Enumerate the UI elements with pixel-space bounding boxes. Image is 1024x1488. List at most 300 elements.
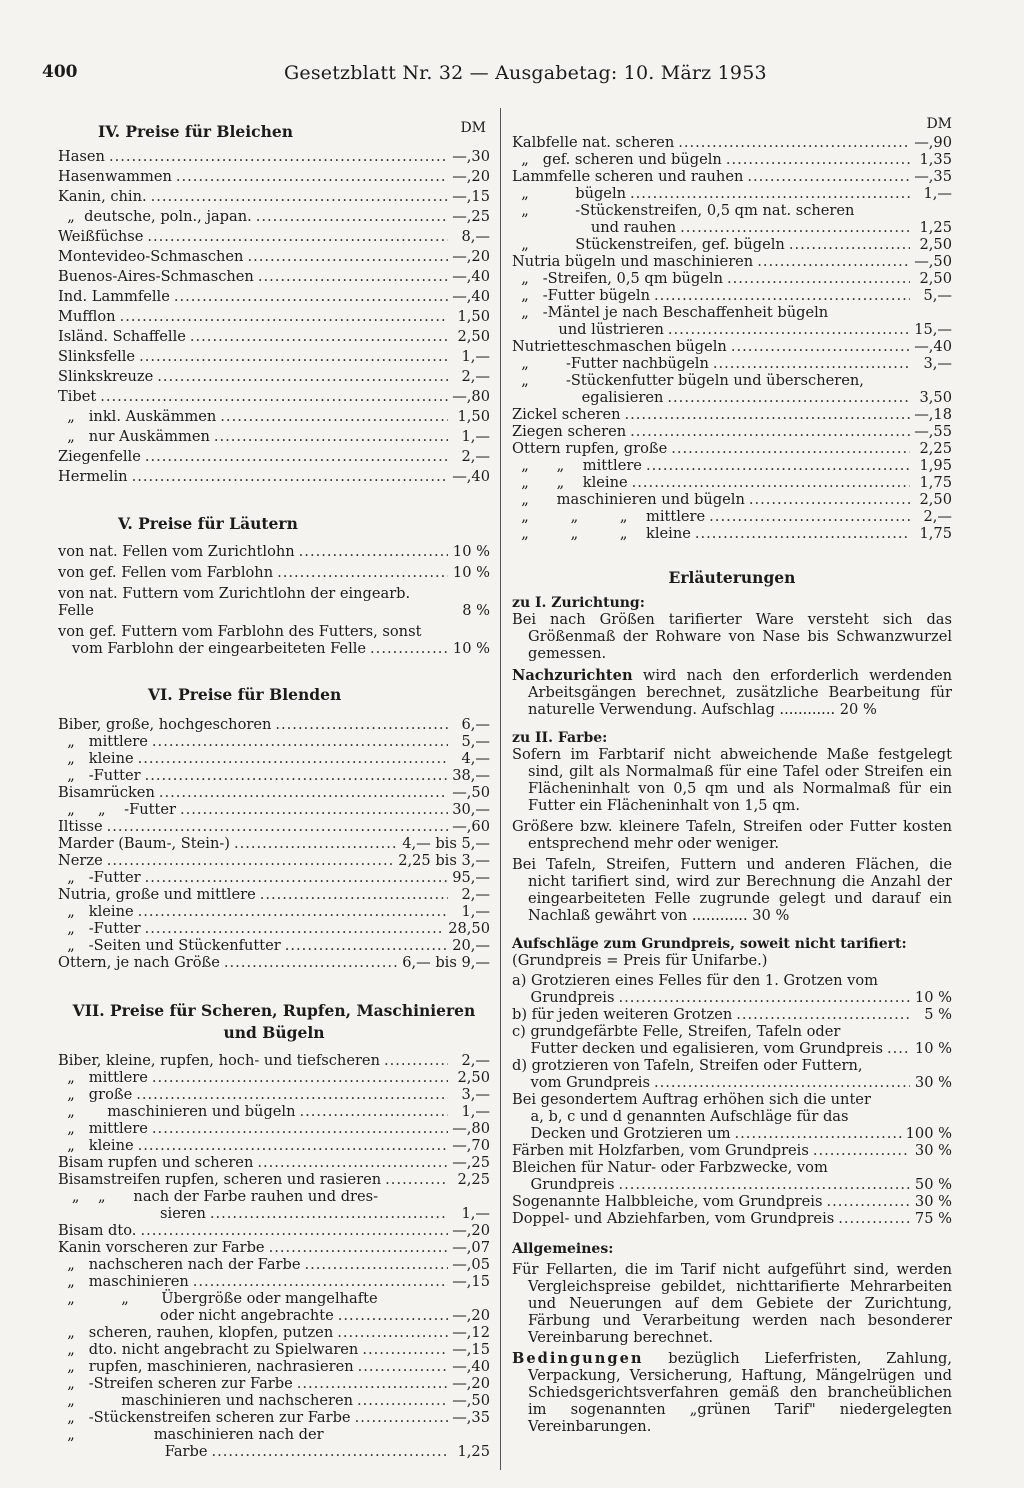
item-price: 2,25 xyxy=(457,1171,490,1188)
item-price: 1,— xyxy=(461,903,490,920)
leader-dots xyxy=(151,188,448,205)
section-vii-list xyxy=(58,1052,490,1460)
item-label: „ deutsche, poln., japan. xyxy=(58,208,252,225)
list-item xyxy=(58,920,490,937)
leader-dots xyxy=(152,1120,448,1137)
leader-dots xyxy=(654,1074,910,1091)
list-item-continued: von gef. Futtern vom Farblohn des Futters, sonst xyxy=(58,623,422,640)
list-item xyxy=(58,818,490,835)
item-label: vom Grundpreis xyxy=(512,1074,650,1091)
leader-dots xyxy=(838,1210,910,1227)
list-item xyxy=(58,208,490,225)
list-item xyxy=(512,1193,952,1210)
item-price: 4,— bis 5,— xyxy=(402,835,490,852)
list-item xyxy=(58,1154,490,1171)
item-price: —,12 xyxy=(452,1324,490,1341)
item-price: 20,— xyxy=(452,937,490,954)
general-title: Allgemeines: xyxy=(512,1241,614,1257)
item-price: 2,50 xyxy=(919,236,952,253)
list-item xyxy=(58,954,490,971)
item-price: 1,— xyxy=(461,1103,490,1120)
item-price: 1,25 xyxy=(457,1443,490,1460)
leader-dots xyxy=(618,989,910,1006)
list-item xyxy=(58,1205,490,1222)
leader-dots xyxy=(680,219,910,236)
leader-dots xyxy=(220,408,448,425)
item-price: 1,75 xyxy=(919,474,952,491)
list-item xyxy=(58,248,490,265)
list-item-continued: a) Grotzieren eines Felles für den 1. Grotzen vom xyxy=(512,972,879,989)
item-price: 30 % xyxy=(914,1074,952,1091)
page-number: 400 xyxy=(42,62,78,82)
item-label: „ -Futter xyxy=(58,767,141,784)
zurichtung-paragraph-2: Nachzurichten wird nach den erforderlich werdenden Arbeitsgängen berechnet, zusätzliche Bearbeitung für naturelle Verwendung. Aufschlag ............ 20 % xyxy=(512,667,952,718)
list-item xyxy=(58,801,490,818)
item-price: 10 % xyxy=(914,1040,952,1057)
item-price: 75 % xyxy=(914,1210,952,1227)
item-price: —,50 xyxy=(914,253,952,270)
item-price: —,50 xyxy=(452,1392,490,1409)
surcharges-title: Aufschläge zum Grundpreis, soweit nicht tarifiert: xyxy=(512,936,907,952)
item-label: „ „ mittlere xyxy=(512,457,642,474)
item-price: 6,— xyxy=(461,716,490,733)
leader-dots xyxy=(813,1142,910,1159)
leader-dots xyxy=(145,448,448,465)
leader-dots xyxy=(269,1239,448,1256)
item-label: Kanin, chin. xyxy=(58,188,147,205)
item-label: Iltisse xyxy=(58,818,103,835)
item-price: 1,50 xyxy=(457,308,490,325)
list-item xyxy=(58,388,490,405)
list-item xyxy=(58,1341,490,1358)
item-price: 3,— xyxy=(461,1086,490,1103)
leader-dots xyxy=(190,328,448,345)
item-label: Nerze xyxy=(58,852,103,869)
item-label: Grundpreis xyxy=(512,1176,615,1193)
header-title: Gesetzblatt Nr. 32 — Ausgabetag: 10. März 1953 xyxy=(284,62,767,84)
item-label: Grundpreis xyxy=(512,989,615,1006)
leader-dots xyxy=(120,308,448,325)
item-label: Hasenwammen xyxy=(58,168,172,185)
item-price: 1,50 xyxy=(457,408,490,425)
item-price: —,20 xyxy=(452,1307,490,1324)
item-label: „ -Streifen scheren zur Farbe xyxy=(58,1375,293,1392)
section-vi-title: VI. Preise für Blenden xyxy=(148,685,342,704)
item-label: Lammfelle scheren und rauhen xyxy=(512,168,744,185)
farbe-paragraph-1: Sofern im Farbtarif nicht abweichende Maße festgelegt sind, gilt als Normalmaß für eine Tafel oder Streifen ein Flächeninhalt von 0,5 qm und als Normalmaß für ein Futter ein Flächeninhalt von 1,5 qm. xyxy=(512,746,952,814)
leader-dots xyxy=(297,1375,448,1392)
leader-dots xyxy=(145,920,445,937)
item-price: 38,— xyxy=(452,767,490,784)
item-label: Kalbfelle nat. scheren xyxy=(512,134,675,151)
list-item: von gef. Fellen vom Farblohn ..... 10 % xyxy=(58,564,490,581)
list-item xyxy=(512,508,952,525)
list-item xyxy=(512,1006,952,1023)
leader-dots xyxy=(140,1222,448,1239)
leader-dots xyxy=(136,1086,448,1103)
item-price: 15,— xyxy=(914,321,952,338)
leader-dots xyxy=(107,852,394,869)
list-item xyxy=(512,1210,952,1227)
item-label: Decken und Grotzieren um xyxy=(512,1125,731,1142)
leader-dots xyxy=(632,474,910,491)
leader-dots xyxy=(736,1006,910,1023)
currency-header: DM xyxy=(460,120,486,136)
item-label: Biber, große, hochgeschoren xyxy=(58,716,272,733)
list-item xyxy=(58,716,490,733)
item-price: 100 % xyxy=(905,1125,952,1142)
leader-dots xyxy=(624,406,910,423)
item-label: Bisamrücken xyxy=(58,784,155,801)
list-item-continued: Bleichen für Natur- oder Farbzwecke, vom xyxy=(512,1159,828,1176)
leader-dots xyxy=(709,508,910,525)
list-item xyxy=(512,219,952,236)
list-item xyxy=(512,440,952,457)
item-price: —,80 xyxy=(452,1120,490,1137)
leader-dots xyxy=(358,1358,448,1375)
item-price: 2,— xyxy=(461,448,490,465)
item-label: Bisamstreifen rupfen, scheren und rasieren xyxy=(58,1171,382,1188)
section-iv-heading xyxy=(58,112,490,141)
list-item xyxy=(512,1142,952,1159)
list-item xyxy=(58,1137,490,1154)
item-price: 2,— xyxy=(461,1052,490,1069)
item-price: 2,25 bis 3,— xyxy=(398,852,490,869)
list-item xyxy=(58,468,490,485)
list-item xyxy=(58,368,490,385)
item-label: „ mittlere xyxy=(58,1120,148,1137)
list-item xyxy=(58,408,490,425)
item-price: —,25 xyxy=(452,1154,490,1171)
item-price: —,80 xyxy=(452,388,490,405)
list-item xyxy=(58,835,490,852)
farbe-title: zu II. Farbe: xyxy=(512,730,608,746)
item-label: „ „ kleine xyxy=(512,474,628,491)
list-item xyxy=(58,1120,490,1137)
leader-dots xyxy=(138,750,448,767)
list-item xyxy=(58,1256,490,1273)
item-label: „ maschinieren und bügeln xyxy=(58,1103,296,1120)
item-price: —,15 xyxy=(452,1273,490,1290)
section-iv-title: IV. Preise für Bleichen xyxy=(98,122,293,141)
item-label: b) für jeden weiteren Grotzen xyxy=(512,1006,733,1023)
list-item xyxy=(58,1103,490,1120)
item-label: Bisam rupfen und scheren xyxy=(58,1154,254,1171)
item-label: „ -Seiten und Stückenfutter xyxy=(58,937,281,954)
item-label: „ scheren, rauhen, klopfen, putzen xyxy=(58,1324,334,1341)
item-label: Futter decken und egalisieren, vom Grundpreis xyxy=(512,1040,884,1057)
list-item xyxy=(58,268,490,285)
leader-dots xyxy=(304,1256,448,1273)
item-label: oder nicht angebrachte xyxy=(58,1307,334,1324)
list-item xyxy=(512,989,952,1006)
item-price: 8,— xyxy=(461,228,490,245)
list-item xyxy=(58,188,490,205)
item-label: Montevideo-Schmaschen xyxy=(58,248,244,265)
list-item-continued: „ maschinieren nach der xyxy=(58,1426,324,1443)
list-item xyxy=(58,328,490,345)
item-price: —,90 xyxy=(914,134,952,151)
item-price: 2,— xyxy=(461,368,490,385)
item-price: 3,— xyxy=(923,355,952,372)
column-divider xyxy=(500,108,501,1470)
list-item xyxy=(512,1074,952,1091)
list-item xyxy=(58,1307,490,1324)
list-item xyxy=(58,750,490,767)
leader-dots xyxy=(260,886,448,903)
item-label: „ Stückenstreifen, gef. bügeln xyxy=(512,236,785,253)
right-column xyxy=(512,112,952,1435)
item-price: —,20 xyxy=(452,1222,490,1239)
item-price: 30 % xyxy=(914,1142,952,1159)
list-item xyxy=(512,1176,952,1193)
list-item xyxy=(58,1086,490,1103)
leader-dots xyxy=(337,1324,448,1341)
item-label: „ große xyxy=(58,1086,133,1103)
zurichtung-title: zu I. Zurichtung: xyxy=(512,595,645,611)
list-item xyxy=(58,937,490,954)
item-price: 1,35 xyxy=(919,151,952,168)
leader-dots xyxy=(247,248,448,265)
list-item xyxy=(512,389,952,406)
leader-dots xyxy=(695,525,910,542)
item-price: 1,75 xyxy=(919,525,952,542)
list-item xyxy=(58,886,490,903)
list-item-continued: „ -Mäntel je nach Beschaffenheit bügeln xyxy=(512,304,829,321)
list-item xyxy=(58,228,490,245)
right-price-list xyxy=(512,134,952,542)
item-label: Slinksfelle xyxy=(58,348,136,365)
leader-dots xyxy=(214,428,448,445)
item-price: 2,50 xyxy=(919,270,952,287)
item-price: 30 % xyxy=(914,1193,952,1210)
item-price: 5,— xyxy=(923,287,952,304)
list-item xyxy=(512,525,952,542)
section-iv-list xyxy=(58,148,490,485)
leader-dots xyxy=(757,253,910,270)
item-label: Ottern rupfen, große xyxy=(512,440,668,457)
list-item xyxy=(512,270,952,287)
item-label: und lüstrieren xyxy=(512,321,664,338)
item-label: Tibet xyxy=(58,388,97,405)
leader-dots xyxy=(285,937,448,954)
list-item xyxy=(512,406,952,423)
section-vii-title-line1: VII. Preise für Scheren, Rupfen, Maschinieren xyxy=(72,1001,476,1020)
list-item: vom Farblohn der eingearbeiteten Felle ..... 10 % xyxy=(58,640,490,657)
leader-dots xyxy=(789,236,910,253)
farbe-paragraph-3: Bei Tafeln, Streifen, Futtern und anderen Flächen, die nicht tarifiert sind, wird zur Berechnung die Anzahl der eingearbeiteten Felle zugrunde gelegt und darauf ein Nachlaß gewährt von ............ 30 % xyxy=(512,856,952,924)
leader-dots xyxy=(384,1052,448,1069)
leader-dots xyxy=(174,288,448,305)
item-price: 10 % xyxy=(914,989,952,1006)
item-price: 95,— xyxy=(452,869,490,886)
item-label: „ nur Auskämmen xyxy=(58,428,210,445)
item-price: —,55 xyxy=(914,423,952,440)
item-label: „ mittlere xyxy=(58,1069,148,1086)
list-item xyxy=(512,134,952,151)
leader-dots xyxy=(138,1137,448,1154)
leader-dots xyxy=(176,168,448,185)
list-item xyxy=(58,1273,490,1290)
item-label: Hasen xyxy=(58,148,105,165)
leader-dots xyxy=(180,801,448,818)
list-item xyxy=(512,287,952,304)
list-item xyxy=(58,903,490,920)
item-label: Ziegen scheren xyxy=(512,423,627,440)
item-price: —,07 xyxy=(452,1239,490,1256)
leader-dots xyxy=(210,1205,448,1222)
left-column xyxy=(58,112,490,1460)
leader-dots xyxy=(145,767,448,784)
list-item xyxy=(512,1040,952,1057)
list-item xyxy=(58,1375,490,1392)
leader-dots xyxy=(145,869,448,886)
item-label: „ „ -Futter xyxy=(58,801,176,818)
list-item-continued: c) grundgefärbte Felle, Streifen, Tafeln oder xyxy=(512,1023,841,1040)
item-label: „ -Futter xyxy=(58,920,141,937)
leader-dots xyxy=(132,468,448,485)
item-label: Nutrietteschmaschen bügeln xyxy=(512,338,727,355)
item-price: —,40 xyxy=(914,338,952,355)
general-paragraph-2: Bedingungen bezüglich Lieferfristen, Zahlung, Verpackung, Versicherung, Haftung, Mängelrügen und Schiedsgerichtsverfahren gemäß den brancheüblichen im sogenannten „grünen Tarif" niedergelegten Vereinbarungen. xyxy=(512,1350,952,1435)
leader-dots xyxy=(887,1040,910,1057)
item-label: Bisam dto. xyxy=(58,1222,137,1239)
item-label: „ gef. scheren und bügeln xyxy=(512,151,722,168)
leader-dots xyxy=(256,208,448,225)
item-label: Weißfüchse xyxy=(58,228,144,245)
leader-dots xyxy=(109,148,448,165)
item-price: —,20 xyxy=(452,248,490,265)
section-vi-list xyxy=(58,716,490,971)
leader-dots xyxy=(355,1409,448,1426)
list-item xyxy=(512,321,952,338)
list-item-continued: von nat. Futtern vom Zurichtlohn der eingearb. xyxy=(58,585,411,602)
list-item xyxy=(512,151,952,168)
item-price: —,05 xyxy=(452,1256,490,1273)
leader-dots xyxy=(646,457,910,474)
list-item xyxy=(512,185,952,202)
item-label: und rauhen xyxy=(512,219,677,236)
item-label: „ bügeln xyxy=(512,185,627,202)
zurichtung-paragraph-1: Bei nach Größen tarifierter Ware versteht sich das Größenmaß der Rohware von Nase bis Schwanzwurzel gemessen. xyxy=(512,611,952,662)
leader-dots xyxy=(668,321,910,338)
list-item: Felle 8 % xyxy=(58,602,490,619)
item-label: „ inkl. Auskämmen xyxy=(58,408,217,425)
list-item-continued: „ -Stückenstreifen, 0,5 qm nat. scheren xyxy=(512,202,855,219)
item-price: 1,25 xyxy=(919,219,952,236)
leader-dots xyxy=(362,1341,448,1358)
list-item-continued: Bei gesondertem Auftrag erhöhen sich die unter xyxy=(512,1091,871,1108)
section-vii-title-line2: und Bügeln xyxy=(223,1023,325,1042)
item-label: „ kleine xyxy=(58,750,134,767)
item-price: 50 % xyxy=(914,1176,952,1193)
leader-dots xyxy=(159,784,448,801)
item-label: Doppel- und Abziehfarben, vom Grundpreis xyxy=(512,1210,835,1227)
item-label: „ kleine xyxy=(58,903,134,920)
leader-dots xyxy=(234,835,398,852)
list-item xyxy=(58,1171,490,1188)
item-label: „ rupfen, maschinieren, nachrasieren xyxy=(58,1358,354,1375)
list-item xyxy=(58,733,490,750)
leader-dots xyxy=(152,1069,448,1086)
list-item-continued: „ -Stückenfutter bügeln und überscheren, xyxy=(512,372,864,389)
list-item xyxy=(58,1358,490,1375)
item-label: sieren xyxy=(58,1205,206,1222)
list-item xyxy=(58,448,490,465)
item-label: egalisieren xyxy=(512,389,664,406)
leader-dots xyxy=(731,338,910,355)
item-label: Zickel scheren xyxy=(512,406,621,423)
item-price: 5 % xyxy=(924,1006,952,1023)
farbe-paragraph-2: Größere bzw. kleinere Tafeln, Streifen oder Futter kosten entsprechend mehr oder weniger. xyxy=(512,818,952,852)
leader-dots xyxy=(212,1443,449,1460)
leader-dots xyxy=(385,1171,448,1188)
leader-dots xyxy=(338,1307,448,1324)
list-item xyxy=(512,168,952,185)
item-price: —,15 xyxy=(452,188,490,205)
list-item xyxy=(58,148,490,165)
item-price: 2,50 xyxy=(457,1069,490,1086)
item-label: Nutria bügeln und maschinieren xyxy=(512,253,754,270)
list-item xyxy=(58,1443,490,1460)
list-item xyxy=(58,1222,490,1239)
item-price: 2,50 xyxy=(919,491,952,508)
list-item xyxy=(58,1324,490,1341)
list-item-continued: „ „ nach der Farbe rauhen und dres- xyxy=(58,1188,379,1205)
item-label: Buenos-Aires-Schmaschen xyxy=(58,268,254,285)
surcharges-subtitle: (Grundpreis = Preis für Unifarbe.) xyxy=(512,952,768,969)
item-price: —,40 xyxy=(452,288,490,305)
list-item xyxy=(58,308,490,325)
item-label: Isländ. Schaffelle xyxy=(58,328,186,345)
leader-dots xyxy=(138,903,448,920)
item-label: „ mittlere xyxy=(58,733,148,750)
item-price: 2,— xyxy=(461,886,490,903)
list-item xyxy=(512,253,952,270)
list-item xyxy=(512,338,952,355)
list-item xyxy=(58,1069,490,1086)
leader-dots xyxy=(630,185,910,202)
item-label: Ind. Lammfelle xyxy=(58,288,170,305)
item-label: „ -Futter bügeln xyxy=(512,287,650,304)
item-price: —,30 xyxy=(452,148,490,165)
list-item xyxy=(512,355,952,372)
item-price: —,20 xyxy=(452,168,490,185)
general-paragraph-1: Für Fellarten, die im Tarif nicht aufgeführt sind, werden Vergleichspreise gebildet, nichttarifierte Mehrarbeiten und Neuerungen auf dem Gebiete der Zurichtung, Färbung und Verarbeitung werden nach besonderer Vereinbarung berechnet. xyxy=(512,1261,952,1346)
item-price: —,25 xyxy=(452,208,490,225)
leader-dots xyxy=(107,818,448,835)
list-item xyxy=(512,423,952,440)
currency-header: DM xyxy=(926,116,952,132)
list-item xyxy=(58,852,490,869)
list-item xyxy=(58,1409,490,1426)
list-item xyxy=(58,348,490,365)
list-item-continued: a, b, c und d genannten Aufschläge für das xyxy=(512,1108,849,1125)
item-price: 1,— xyxy=(923,185,952,202)
list-item: von nat. Fellen vom Zurichtlohn ..... 10 % xyxy=(58,543,490,560)
leader-dots xyxy=(357,1392,448,1409)
item-price: 2,50 xyxy=(457,328,490,345)
list-item xyxy=(512,1125,952,1142)
item-label: Ottern, je nach Größe xyxy=(58,954,220,971)
item-label: „ „ „ kleine xyxy=(512,525,691,542)
item-price: —,20 xyxy=(452,1375,490,1392)
item-price: —,40 xyxy=(452,1358,490,1375)
item-label: Slinkskreuze xyxy=(58,368,154,385)
list-item xyxy=(512,457,952,474)
item-price: 4,— xyxy=(461,750,490,767)
item-price: 1,95 xyxy=(919,457,952,474)
